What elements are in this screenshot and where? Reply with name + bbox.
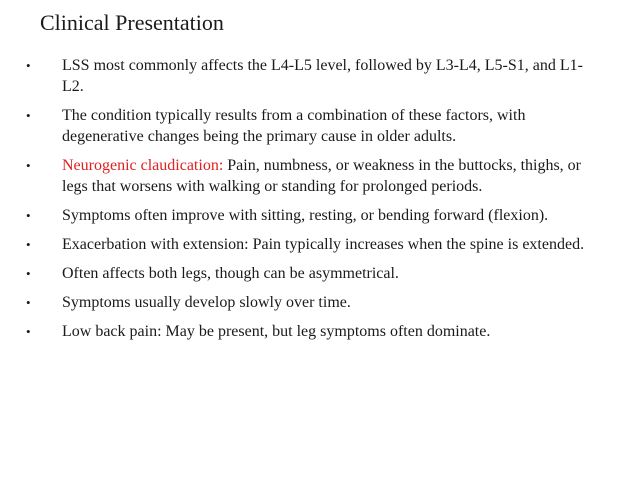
bullet-icon: • [26,266,31,281]
bullet-text: Symptoms usually develop slowly over time. [62,294,351,311]
bullet-icon: • [26,237,31,252]
slide-title: Clinical Presentation [40,10,224,35]
bullet-text: Pain, numbness, or weakness in the buttocks, thighs, or legs that worsens with walking or standing for prolonged periods. [62,157,582,195]
bullet-text: Often affects both legs, though can be asymmetrical. [62,265,399,282]
bullet-text: Exacerbation with extension: Pain typically increases when the spine is extended. [62,236,585,253]
bullet-icon: • [26,208,31,223]
bullet-icon: • [26,324,31,339]
bullet-item [26,321,596,342]
bullet-item [26,292,596,313]
bullet-item [26,105,596,147]
bullet-icon: • [26,108,31,123]
bullet-icon: • [26,158,31,173]
bullet-item [26,234,596,255]
bullet-item [26,155,596,197]
bullet-item [26,55,596,97]
bullet-text: LSS most commonly affects the L4-L5 level, followed by L3-L4, L5-S1, and L1-L2. [62,57,583,95]
bullet-list [26,55,596,350]
bullet-text: The condition typically results from a combination of these factors, with degenerative changes being the primary cause in older adults. [62,107,526,145]
bullet-icon: • [26,295,31,310]
bullet-item [26,263,596,284]
bullet-highlight: Neurogenic claudication: [62,157,224,174]
bullet-text: Low back pain: May be present, but leg symptoms often dominate. [62,323,491,340]
bullet-text: Symptoms often improve with sitting, resting, or bending forward (flexion). [62,207,549,224]
bullet-item [26,205,596,226]
bullet-icon: • [26,58,31,73]
